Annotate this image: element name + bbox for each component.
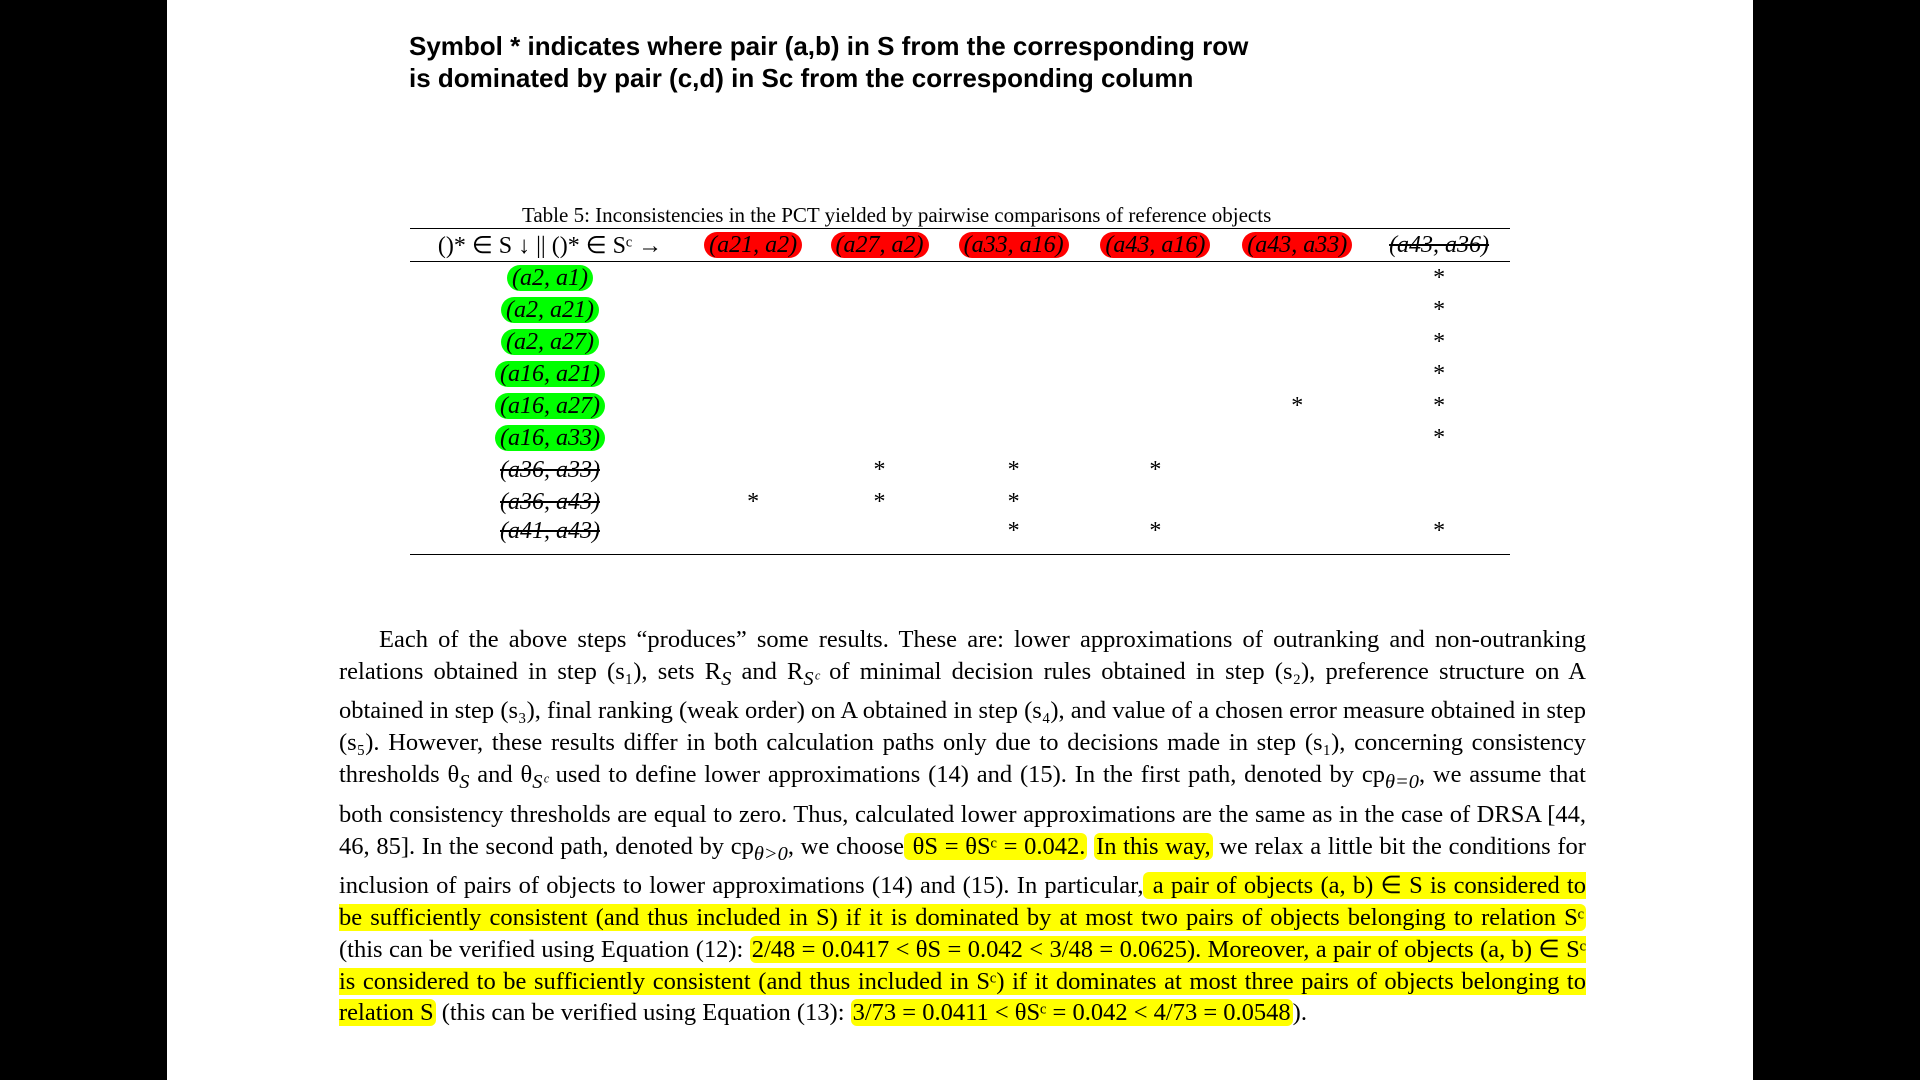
row-header xyxy=(410,294,690,326)
empty-cell xyxy=(690,294,816,326)
text-segment: we relax a little bit the conditions for inclusion of pairs of objects to lower approximations (14) and (15). In particular, xyxy=(339,832,1586,900)
empty-cell xyxy=(943,262,1085,295)
empty-cell xyxy=(1226,326,1368,358)
dominance-mark: * xyxy=(1433,360,1446,387)
highlight-eq13: 3/73 = 0.0411 < θSᶜ = 0.042 < 4/73 = 0.0548 xyxy=(852,999,1291,1027)
text-segment: and R xyxy=(731,657,804,685)
row-header xyxy=(410,326,690,358)
row-header xyxy=(410,454,690,486)
empty-cell xyxy=(1085,358,1227,390)
dominance-mark: * xyxy=(1433,328,1446,355)
column-label: (a33, a16) xyxy=(959,232,1069,258)
subscript: S xyxy=(459,770,470,793)
column-header xyxy=(1226,229,1368,262)
row-label: (a2, a1) xyxy=(507,265,593,291)
empty-cell xyxy=(690,454,816,486)
text-segment: ). xyxy=(1292,999,1307,1027)
paragraph xyxy=(339,624,1586,1029)
highlight-pair-s: a pair of objects (a, b) ∈ S is considered to be sufficiently consistent (and thus included in S) if it is dominated by at most two pairs of objects belonging to relation Sᶜ xyxy=(339,872,1586,932)
row-label: (a16, a27) xyxy=(495,393,605,419)
dominance-mark: * xyxy=(1149,456,1162,483)
table-corner-label: ()* ∈ S ↓ || ()* ∈ Sᶜ → xyxy=(437,232,663,259)
table-row xyxy=(410,294,1510,326)
empty-cell xyxy=(1085,422,1227,454)
highlight-this-way: In this way, xyxy=(1096,832,1211,860)
empty-cell xyxy=(943,326,1085,358)
text-segment: of minimal decision rules obtained in step (s₂), preference structure on A obtained in step (s₃), final ranking (weak order) on A obtained in step (s₄), and value of a chosen error measure obtained in step (s₅). However, these results differ in both calculation paths only due to decisions made in step (s₁), concerning consistency thresholds θ xyxy=(339,657,1587,789)
column-header xyxy=(816,229,942,262)
empty-cell xyxy=(1085,294,1227,326)
dominance-mark: * xyxy=(943,518,1085,555)
empty-cell xyxy=(1226,454,1368,486)
table-row xyxy=(410,326,1510,358)
table-row xyxy=(410,262,1510,295)
empty-cell xyxy=(1368,486,1510,518)
empty-cell xyxy=(816,294,942,326)
text-segment: , we choose xyxy=(787,832,904,860)
text-segment: (this can be verified using Equation (12): xyxy=(339,935,750,963)
column-label: (a43, a16) xyxy=(1100,232,1210,258)
row-label: (a16, a21) xyxy=(495,361,605,387)
row-label: (a16, a33) xyxy=(495,425,605,451)
row-header xyxy=(410,486,690,518)
dominance-mark: * xyxy=(1007,456,1020,483)
subscript: θ=0 xyxy=(1384,770,1419,793)
column-header xyxy=(1085,229,1227,262)
table-row xyxy=(410,358,1510,390)
text-segment: , we assume that both consistency thresholds are equal to zero. Thus, calculated lower approximations are the same as in the case of DRSA [44, 46, 85]. In the second path, denoted by cp xyxy=(339,761,1586,860)
dominance-mark: * xyxy=(1433,392,1446,419)
empty-cell xyxy=(943,294,1085,326)
subscript: θ>0 xyxy=(753,842,788,865)
dominance-mark: * xyxy=(1007,488,1020,515)
dominance-mark: * xyxy=(1433,264,1446,291)
empty-cell xyxy=(1226,358,1368,390)
empty-cell xyxy=(690,518,816,555)
dominance-mark: * xyxy=(1368,518,1510,555)
empty-cell xyxy=(943,390,1085,422)
empty-cell xyxy=(690,262,816,295)
highlight-theta: θS = θSᶜ = 0.042. xyxy=(905,832,1086,860)
empty-cell xyxy=(816,422,942,454)
row-label: (a2, a21) xyxy=(501,297,599,323)
empty-cell xyxy=(1368,454,1510,486)
empty-cell xyxy=(1226,262,1368,295)
column-header xyxy=(690,229,816,262)
row-header xyxy=(410,390,690,422)
empty-cell xyxy=(1226,422,1368,454)
empty-cell xyxy=(690,422,816,454)
table-row xyxy=(410,486,1510,518)
inconsistency-table xyxy=(410,228,1510,555)
empty-cell xyxy=(816,326,942,358)
row-label: (a2, a27) xyxy=(501,329,599,355)
empty-cell xyxy=(1226,518,1368,555)
dominance-mark: * xyxy=(873,456,886,483)
table-row xyxy=(410,518,1510,555)
empty-cell xyxy=(1085,326,1227,358)
column-label: (a43, a36) xyxy=(1389,231,1490,258)
subscript: Sᶜ xyxy=(803,667,819,690)
dominance-mark: * xyxy=(1433,296,1446,323)
body-paragraph xyxy=(339,624,1586,1029)
column-label: (a27, a2) xyxy=(831,232,929,258)
dominance-mark: * xyxy=(747,488,760,515)
table-caption: Table 5: Inconsistencies in the PCT yielded by pairwise comparisons of reference objects xyxy=(522,203,1272,227)
dominance-mark: * xyxy=(1085,518,1227,555)
column-header xyxy=(1368,229,1510,262)
table-row xyxy=(410,390,1510,422)
empty-cell xyxy=(816,358,942,390)
dominance-mark: * xyxy=(1433,424,1446,451)
empty-cell xyxy=(690,390,816,422)
row-header xyxy=(410,422,690,454)
empty-cell xyxy=(943,422,1085,454)
table-row xyxy=(410,422,1510,454)
row-header xyxy=(410,358,690,390)
row-header xyxy=(410,262,690,295)
empty-cell xyxy=(816,390,942,422)
table-header-row xyxy=(410,229,1510,262)
dominance-mark: * xyxy=(873,488,886,515)
row-label: (a36, a43) xyxy=(500,488,600,515)
column-header xyxy=(943,229,1085,262)
subscript: S xyxy=(721,667,732,690)
text-segment: and θ xyxy=(469,761,533,789)
dominance-mark: * xyxy=(1291,392,1304,419)
subscript: Sᶜ xyxy=(532,770,548,793)
empty-cell xyxy=(1085,262,1227,295)
empty-cell xyxy=(1085,390,1227,422)
empty-cell xyxy=(816,518,942,555)
header-line-1: Symbol * indicates where pair (a,b) in S from the corresponding row xyxy=(409,31,1249,61)
empty-cell xyxy=(690,326,816,358)
empty-cell xyxy=(1085,486,1227,518)
row-header xyxy=(410,518,690,555)
column-label: (a21, a2) xyxy=(704,232,802,258)
empty-cell xyxy=(943,358,1085,390)
header-line-2: is dominated by pair (c,d) in Sc from the corresponding column xyxy=(409,63,1194,93)
empty-cell xyxy=(1226,294,1368,326)
text-segment: Each of the above steps “produces” some results. These are: lower approximations of outranking and non-outranking relations obtained in step (s₁), sets R xyxy=(339,626,1586,685)
row-label: (a36, a33) xyxy=(500,456,600,483)
row-label: (a41, a43) xyxy=(500,518,600,544)
highlight-pair-sc: 2/48 = 0.0417 < θS = 0.042 < 3/48 = 0.0625). Moreover, a pair of objects (a, b) ∈ Sᶜ is considered to be sufficiently consistent (and thus included in Sᶜ) if it dominates at most three pairs of objects belonging to relation S xyxy=(339,935,1586,1027)
text-segment: (this can be verified using Equation (13): xyxy=(435,999,851,1027)
document-page xyxy=(167,0,1753,1080)
empty-cell xyxy=(816,262,942,295)
text-segment: used to define lower approximations (14) and (15). In the first path, denoted by cp xyxy=(547,761,1385,789)
table-row xyxy=(410,454,1510,486)
empty-cell xyxy=(690,358,816,390)
column-label: (a43, a33) xyxy=(1242,232,1352,258)
empty-cell xyxy=(1226,486,1368,518)
